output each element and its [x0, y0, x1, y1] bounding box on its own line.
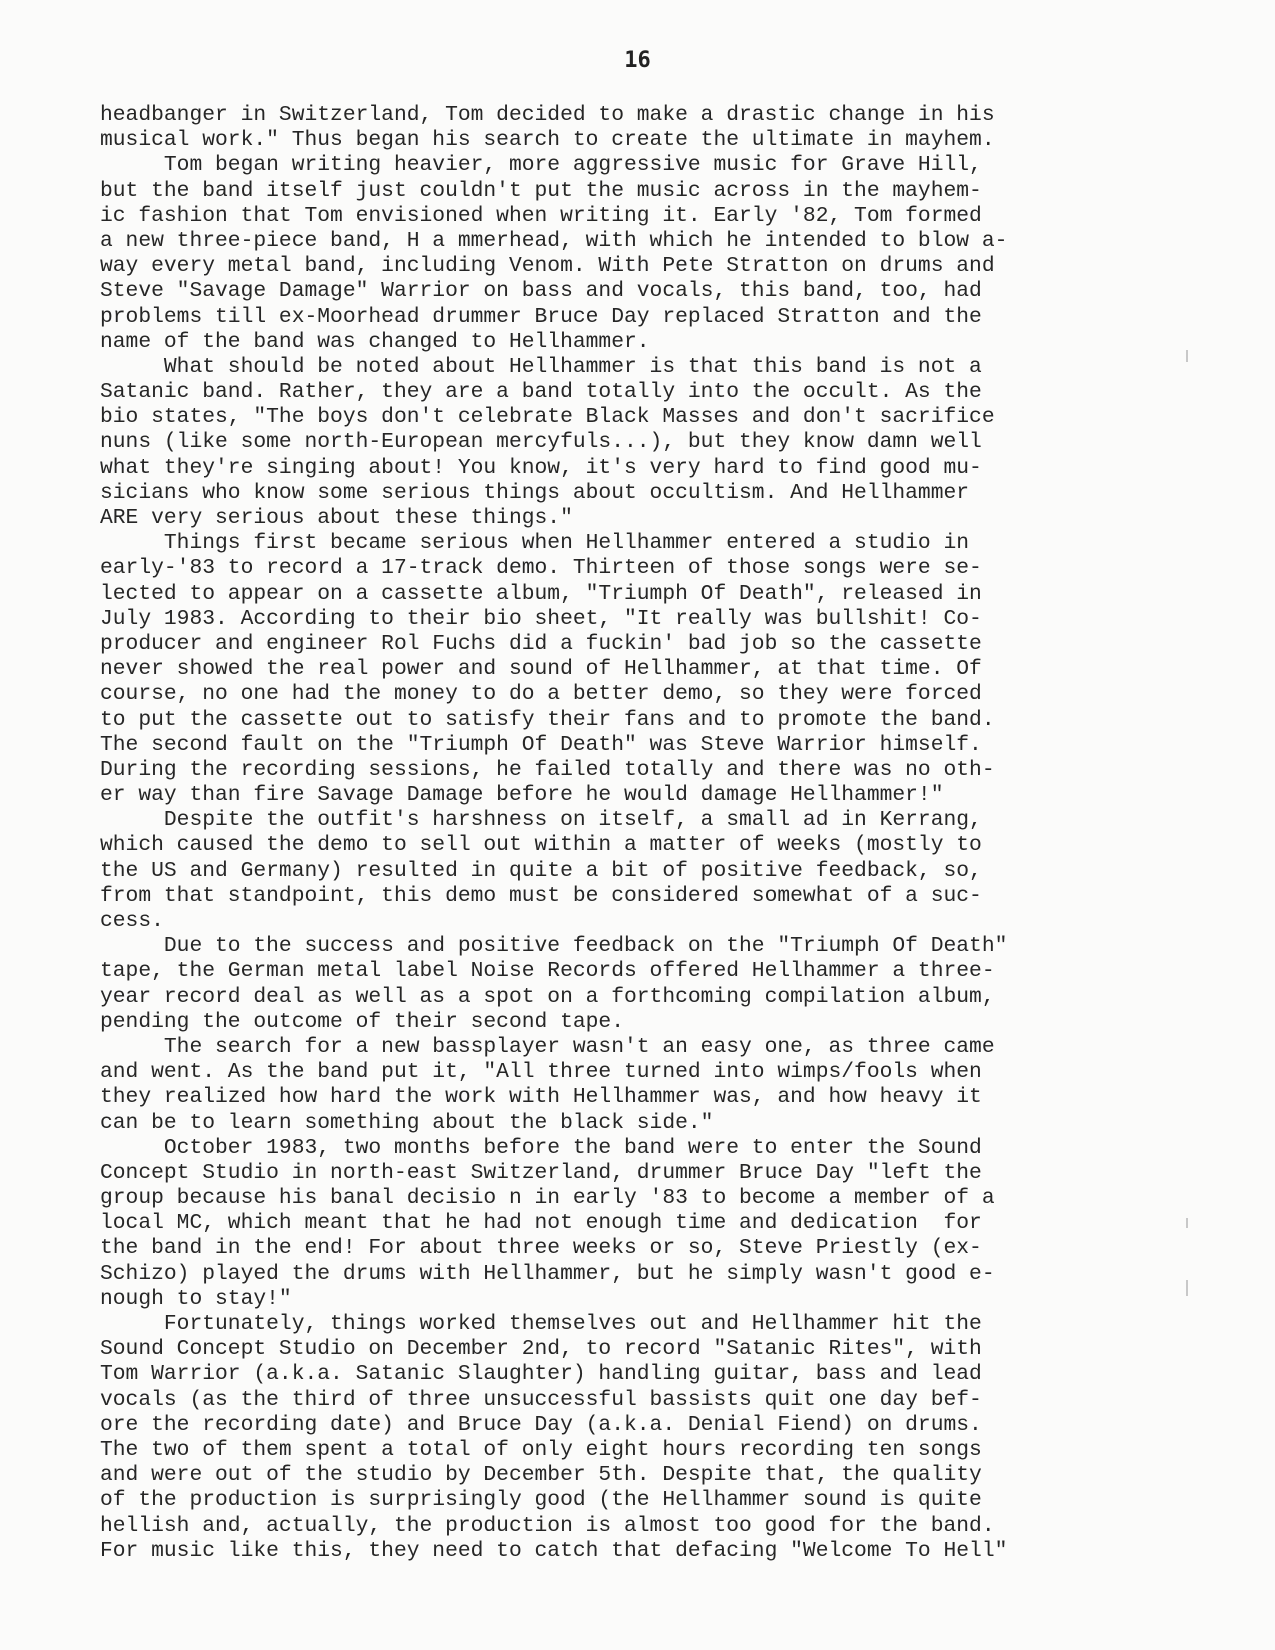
text-line: ic fashion that Tom envisioned when writing it. Early '82, Tom formed [100, 203, 982, 228]
text-line: to put the cassette out to satisfy their fans and to promote the band. [100, 707, 995, 732]
text-line: never showed the real power and sound of Hellhammer, at that time. Of [100, 657, 982, 682]
text-line: Fortunately, things worked themselves out and Hellhammer hit the [100, 1312, 982, 1336]
text-line: Steve "Savage Damage" Warrior on bass and vocals, this band, too, had [100, 279, 982, 304]
text-line: local MC, which meant that he had not enough time and dedication for [100, 1211, 982, 1236]
text-line: and went. As the band put it, "All three turned into wimps/fools when [100, 1060, 982, 1085]
text-line: problems till ex-Moorhead drummer Bruce Day replaced Stratton and the [100, 304, 982, 329]
text-line: Tom Warrior (a.k.a. Satanic Slaughter) handling guitar, bass and lead [100, 1362, 982, 1387]
page-number: 16 [624, 48, 651, 73]
text-line: For music like this, they need to catch that defacing "Welcome To Hell" [100, 1538, 1008, 1563]
text-line: Tom began writing heavier, more aggressive music for Grave Hill, [100, 153, 982, 178]
text-line: ore the recording date) and Bruce Day (a.k.a. Denial Fiend) on drums. [100, 1412, 982, 1437]
text-line: the band in the end! For about three weeks or so, Steve Priestly (ex- [100, 1236, 982, 1261]
text-line: hellish and, actually, the production is almost too good for the band. [100, 1513, 995, 1538]
text-line: Despite the outfit's harshness on itself, a small ad in Kerrang, [100, 808, 982, 833]
text-line: which caused the demo to sell out within a matter of weeks (mostly to [100, 833, 982, 858]
margin-mark [1186, 1218, 1188, 1228]
text-line: The two of them spent a total of only eight hours recording ten songs [100, 1437, 982, 1462]
text-line: pending the outcome of their second tape. [100, 1009, 624, 1034]
text-line: and were out of the studio by December 5th. Despite that, the quality [100, 1463, 982, 1488]
text-line: sicians who know some serious things about occultism. And Hellhammer [100, 480, 970, 505]
text-line: from that standpoint, this demo must be considered somewhat of a suc- [100, 883, 982, 908]
text-line: can be to learn something about the black side." [100, 1110, 714, 1135]
text-line: group because his banal decisio n in early '83 to become a member of a [100, 1186, 995, 1211]
text-line: they realized how hard the work with Hellhammer was, and how heavy it [100, 1085, 982, 1110]
text-line: a new three-piece band, H a mmerhead, with which he intended to blow a- [100, 228, 1008, 253]
text-line: er way than fire Savage Damage before he would damage Hellhammer!" [100, 783, 944, 808]
text-line: nuns (like some north-European mercyfuls...), but they know damn well [100, 430, 982, 455]
text-line: musical work." Thus began his search to create the ultimate in mayhem. [100, 128, 995, 153]
margin-mark [1186, 350, 1188, 362]
text-line: of the production is surprisingly good (the Hellhammer sound is quite [100, 1488, 982, 1513]
text-line: nough to stay!" [100, 1286, 292, 1311]
text-line: The second fault on the "Triumph Of Death" was Steve Warrior himself. [100, 732, 982, 757]
text-line: course, no one had the money to do a better demo, so they were forced [100, 682, 982, 707]
text-line: ARE very serious about these things." [100, 506, 573, 530]
article-body [100, 103, 1180, 1564]
text-line: Satanic band. Rather, they are a band totally into the occult. As the [100, 380, 982, 405]
text-line: year record deal as well as a spot on a forthcoming compilation album, [100, 984, 995, 1009]
text-line: lected to appear on a cassette album, "Triumph Of Death", released in [100, 581, 982, 606]
text-line: The search for a new bassplayer wasn't an easy one, as three came [100, 1034, 995, 1059]
margin-mark [1186, 1280, 1188, 1296]
text-line: October 1983, two months before the band were to enter the Sound [100, 1135, 982, 1160]
text-line: Concept Studio in north-east Switzerland, drummer Bruce Day "left the [100, 1160, 982, 1185]
text-line: way every metal band, including Venom. With Pete Stratton on drums and [100, 254, 995, 279]
text-line: Sound Concept Studio on December 2nd, to record "Satanic Rites", with [100, 1337, 982, 1362]
text-line: early-'83 to record a 17-track demo. Thirteen of those songs were se- [100, 556, 982, 581]
text-line: Things first became serious when Hellhammer entered a studio in [100, 531, 970, 556]
text-line: Due to the success and positive feedback on the "Triumph Of Death" [100, 934, 1008, 959]
text-line: the US and Germany) resulted in quite a bit of positive feedback, so, [100, 858, 982, 883]
text-line: what they're singing about! You know, it's very hard to find good mu- [100, 455, 982, 480]
text-line: During the recording sessions, he failed totally and there was no oth- [100, 757, 995, 782]
text-line: bio states, "The boys don't celebrate Black Masses and don't sacrifice [100, 405, 995, 430]
text-line: name of the band was changed to Hellhammer. [100, 329, 650, 354]
text-line: July 1983. According to their bio sheet, "It really was bullshit! Co- [100, 606, 982, 631]
text-line: Schizo) played the drums with Hellhammer, but he simply wasn't good e- [100, 1261, 995, 1286]
text-line: cess. [100, 909, 164, 933]
text-line: headbanger in Switzerland, Tom decided to make a drastic change in his [100, 103, 995, 127]
text-line: but the band itself just couldn't put the music across in the mayhem- [100, 178, 982, 203]
text-line: tape, the German metal label Noise Records offered Hellhammer a three- [100, 959, 995, 984]
text-line: What should be noted about Hellhammer is that this band is not a [100, 354, 982, 379]
text-line: vocals (as the third of three unsuccessful bassists quit one day bef- [100, 1387, 982, 1412]
text-line: producer and engineer Rol Fuchs did a fuckin' bad job so the cassette [100, 631, 982, 656]
